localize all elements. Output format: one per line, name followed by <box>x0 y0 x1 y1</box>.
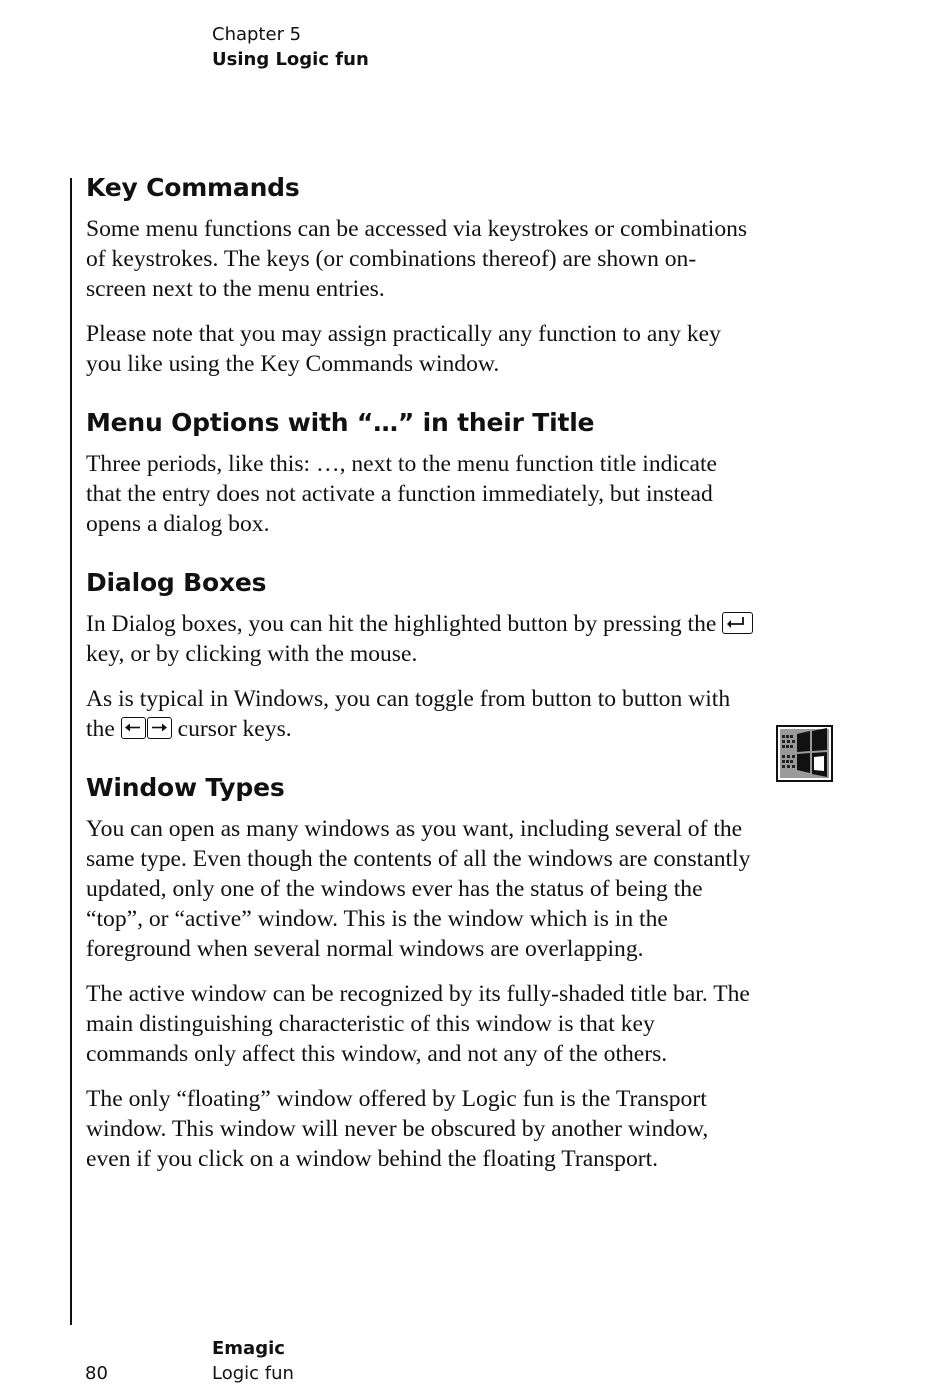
paragraph: Please note that you may assign practically any function to any key you like using the Key Commands window. <box>86 321 721 377</box>
paragraph: The active window can be recognized by its fully-shaded title bar. The main distinguishing characteristic of this window is that key commands only affect this window, and not any of the others. <box>86 981 750 1067</box>
right-arrow-key-icon <box>147 717 172 739</box>
paragraph: Three periods, like this: …, next to the menu function title indicate that the entry does not activate a function immediately, but instead opens a dialog box. <box>86 451 717 537</box>
main-content <box>86 170 756 1200</box>
footer-brand: Emagic <box>212 1338 285 1359</box>
return-key-icon <box>722 612 753 634</box>
section-key-commands <box>86 170 756 379</box>
text-run: In Dialog boxes, you can hit the highlighted button by pressing the <box>86 611 717 637</box>
section-window-types <box>86 770 756 1174</box>
paragraph <box>86 684 756 744</box>
left-arrow-key-icon <box>121 717 146 739</box>
footer-product: Logic fun <box>212 1363 294 1384</box>
heading-key-commands: Key Commands <box>86 173 300 202</box>
paragraph: The only “floating” window offered by Logic fun is the Transport window. This window will never be obscured by another window, even if you click on a window behind the floating Transport. <box>86 1086 709 1172</box>
arrow-keys-group <box>121 714 172 744</box>
paragraph: Some menu functions can be accessed via keystrokes or combinations of keystrokes. The keys (or combinations thereof) are shown on-screen next to the menu entries. <box>86 216 748 302</box>
running-head <box>212 22 369 72</box>
paragraph: You can open as many windows as you want, including several of the same type. Even though the contents of all the windows are constantly updated, only one of the windows ever has the status of being the “top”, or “active” window. This is the window which is in the foreground when several normal windows are overlapping. <box>86 816 751 962</box>
heading-menu-options: Menu Options with “…” in their Title <box>86 408 595 437</box>
page-number: 80 <box>85 1363 108 1384</box>
margin-rule <box>70 178 72 1325</box>
paragraph <box>86 609 756 669</box>
section-menu-options <box>86 405 756 539</box>
chapter-label: Chapter 5 <box>212 24 302 45</box>
text-run: As is typical in Windows, you can toggle from button to button with the <box>86 686 731 742</box>
heading-dialog-boxes: Dialog Boxes <box>86 568 267 597</box>
windows-logo-icon <box>776 725 833 782</box>
heading-window-types: Window Types <box>86 773 285 802</box>
footer <box>212 1336 294 1386</box>
text-run: cursor keys. <box>177 716 292 742</box>
section-dialog-boxes <box>86 565 756 744</box>
chapter-title: Using Logic fun <box>212 49 369 70</box>
text-run: key, or by clicking with the mouse. <box>86 641 418 667</box>
